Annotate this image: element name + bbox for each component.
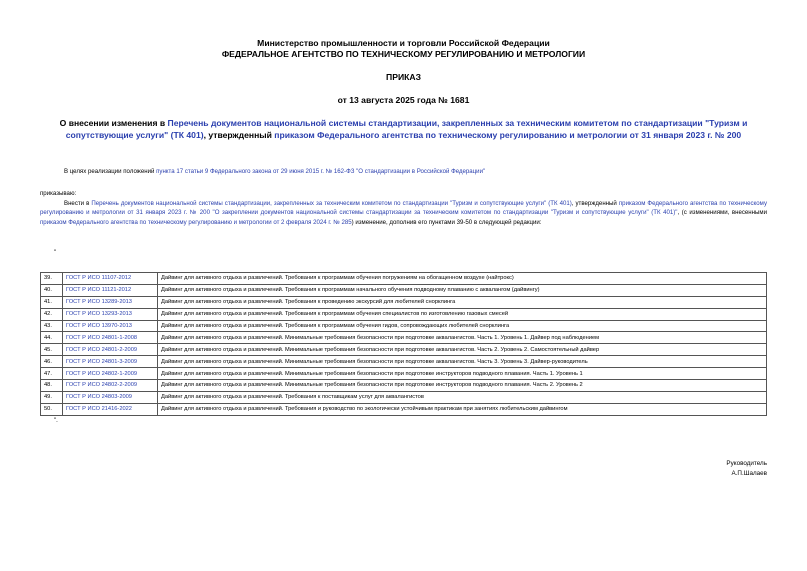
row-number: 49. [41,391,63,403]
table-row [41,296,767,308]
standard-title: Дайвинг для активного отдыха и развлечений. Требования к проведению экскурсий для любителей снорклинга [158,296,767,308]
signature-position: Руководитель [726,460,767,467]
row-number: 43. [41,320,63,332]
basis-paragraph [64,167,764,176]
standard-title: Дайвинг для активного отдыха и развлечений. Минимальные требования безопасности при подготовке аквалангистов. Часть 2. Уровень 2. Самостоятельный дайвер [158,344,767,356]
row-number: 40. [41,284,63,296]
quote-open: " [54,249,57,256]
doc-date-number: от 13 августа 2025 года № 1681 [337,95,470,105]
standard-title: Дайвинг для активного отдыха и развлечений. Требования к программам начального обучения подводному плаванию с аквалангом (дайвингу) [158,284,767,296]
body-link-order[interactable]: приказом Федерального агентства по техническому регулированию и метрологии от 31 января 2023 г. № 200 "О закреплении документов национальной системы стандартизации за техническим комитетом по стандартизации "Туризм и сопутствующие услуги" (ТК 401)" [40,200,767,217]
standard-link[interactable]: ГОСТ Р ИСО 24802-1-2009 [63,368,158,380]
title-link-order[interactable]: приказом Федерального агентства по техническому регулированию и метрологии от 31 января 2023 г. № 200 [274,130,742,140]
title-prefix: О внесении изменения в [59,118,168,128]
body-paragraph [40,199,767,227]
standard-title: Дайвинг для активного отдыха и развлечений. Минимальные требования безопасности при подготовке инструкторов подводного плавания. Часть 2. Уровень 2 [158,380,767,392]
table-row [41,356,767,368]
quote-close: ". [54,417,58,424]
standard-link[interactable]: ГОСТ Р ИСО 13289-2013 [63,296,158,308]
standard-title: Дайвинг для активного отдыха и развлечений. Требования к программам обучения специалистов по изготовлению газовых смесей [158,308,767,320]
body-link-amend[interactable]: приказом Федерального агентства по техническому регулированию и метрологии от 2 февраля 2024 г. № 285 [40,218,352,226]
row-number: 50. [41,403,63,415]
row-number: 46. [41,356,63,368]
body-middle1: , утвержденный [571,200,619,207]
table-row [41,380,767,392]
standard-title: Дайвинг для активного отдыха и развлечений. Минимальные требования безопасности при подготовке аквалангистов. Часть 3. Уровень 3. Дайвер-руководитель [158,356,767,368]
row-number: 44. [41,332,63,344]
body-suffix: ) изменение, дополнив его пунктами 39-50 в следующей редакции: [351,218,542,226]
title-middle: , утвержденный [203,130,275,140]
signature-name: А.П.Шалаев [731,470,767,477]
standard-link[interactable]: ГОСТ Р ИСО 13293-2013 [63,308,158,320]
standard-link[interactable]: ГОСТ Р ИСО 24802-2-2009 [63,380,158,392]
body-middle2: , (с изменениями, внесенными [677,209,767,217]
standard-title: Дайвинг для активного отдыха и развлечений. Минимальные требования безопасности при подготовке аквалангистов. Часть 1. Уровень 1. Дайвер под наблюдением [158,332,767,344]
body-link-list[interactable]: Перечень документов национальной системы стандартизации, закрепленных за техническим комитетом по стандартизации "Туризм и сопутствующие услуги" (ТК 401) [91,200,572,207]
standard-title: Дайвинг для активного отдыха и развлечений. Требования к программам обучения гидов, сопровождающих любителей снорклинга [158,320,767,332]
table-row [41,391,767,403]
standard-link[interactable]: ГОСТ Р ИСО 24801-2-2009 [63,344,158,356]
standard-link[interactable]: ГОСТ Р ИСО 11107-2012 [63,273,158,285]
table-row [41,308,767,320]
row-number: 39. [41,273,63,285]
title-link-list[interactable]: Перечень документов национальной системы стандартизации, закрепленных за техническим комитетом по стандартизации "Туризм и сопутствующие услуги" (ТК 401) [65,118,748,140]
standard-link[interactable]: ГОСТ Р ИСО 24801-3-2009 [63,356,158,368]
row-number: 47. [41,368,63,380]
standards-table [40,272,767,416]
standard-title: Дайвинг для активного отдыха и развлечений. Требования и руководство по экологически устойчивым практикам при занятиях любительским дайвингом [158,403,767,415]
row-number: 48. [41,380,63,392]
table-row [41,368,767,380]
table-row [41,332,767,344]
basis-prefix: В целях реализации положений [64,168,157,175]
doc-title [40,117,767,141]
standard-title: Дайвинг для активного отдыха и развлечений. Минимальные требования безопасности при подготовке инструкторов подводного плавания. Часть 1. Уровень 1 [158,368,767,380]
doc-type: ПРИКАЗ [386,72,421,82]
ministry-name: Министерство промышленности и торговли Российской Федерации [257,38,550,48]
table-row [41,284,767,296]
table-row [41,320,767,332]
standard-link[interactable]: ГОСТ Р ИСО 24801-1-2008 [63,332,158,344]
standard-link[interactable]: ГОСТ Р ИСО 24803-2009 [63,391,158,403]
row-number: 42. [41,308,63,320]
table-row [41,344,767,356]
row-number: 41. [41,296,63,308]
standard-link[interactable]: ГОСТ Р ИСО 21416-2022 [63,403,158,415]
standard-title: Дайвинг для активного отдыха и развлечений. Требования к программам обучения погружениям на обогащенном воздухе (найтрокс) [158,273,767,285]
standard-link[interactable]: ГОСТ Р ИСО 13970-2013 [63,320,158,332]
basis-law-link[interactable]: пункта 17 статьи 9 Федерального закона от 29 июня 2015 г. № 162-ФЗ "О стандартизации в Российской Федерации" [156,168,486,175]
agency-name: ФЕДЕРАЛЬНОЕ АГЕНТСТВО ПО ТЕХНИЧЕСКОМУ РЕГУЛИРОВАНИЮ И МЕТРОЛОГИИ [221,49,586,59]
standard-title: Дайвинг для активного отдыха и развлечений. Требования к поставщикам услуг для аквалангистов [158,391,767,403]
table-row [41,403,767,415]
ordered-label: приказываю: [40,190,77,197]
body-prefix: Внести в [64,200,92,207]
row-number: 45. [41,344,63,356]
standard-link[interactable]: ГОСТ Р ИСО 11121-2012 [63,284,158,296]
table-row [41,273,767,285]
